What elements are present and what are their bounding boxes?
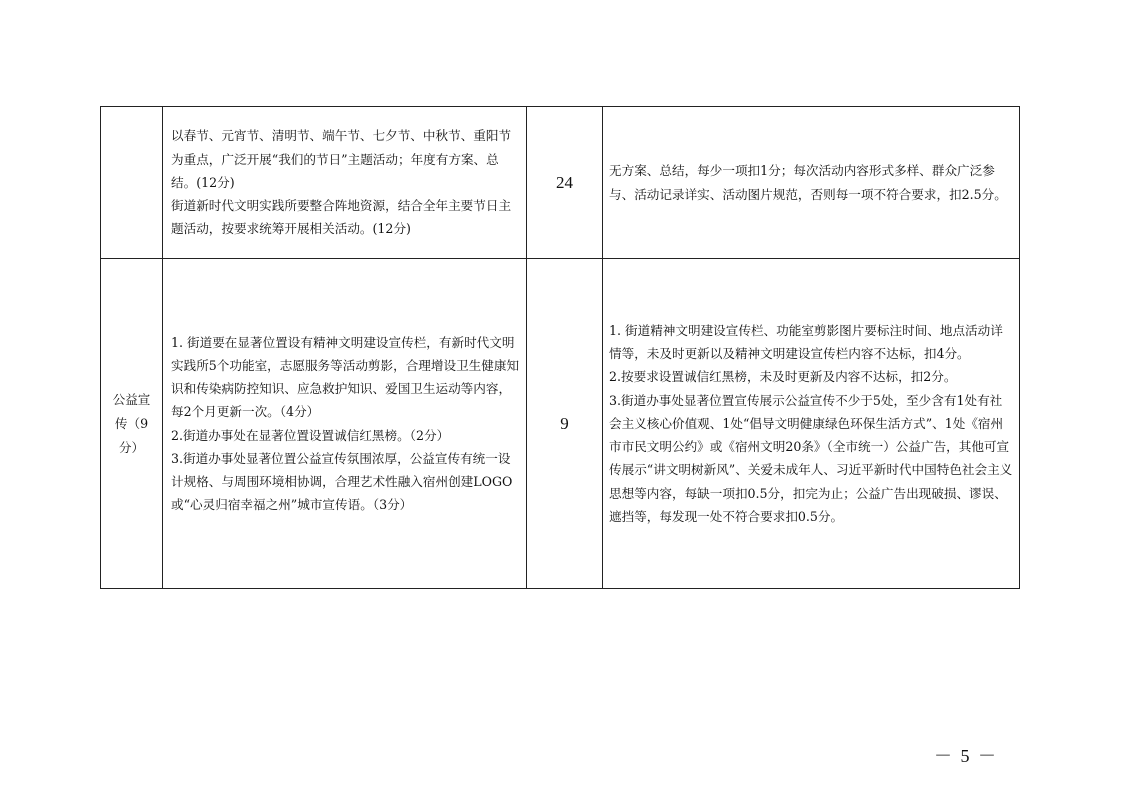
- requirement-item: 以春节、元宵节、清明节、端午节、七夕节、中秋节、重阳节为重点，广泛开展“我们的节日”主题活动；年度有方案、总结。(12分): [171, 128, 512, 190]
- requirement-item: 2.街道办事处在显著位置设置诚信红黑榜。（2分）: [171, 427, 450, 443]
- page-number: － 5 －: [934, 746, 998, 766]
- criteria-cell: [603, 107, 1020, 259]
- category-label: 公益宣传（9分）: [112, 391, 151, 455]
- score-value: 9: [560, 413, 569, 433]
- scoring-table: [100, 106, 1020, 589]
- category-cell: [101, 259, 163, 589]
- score-cell: [527, 107, 603, 259]
- category-cell: [101, 107, 163, 259]
- criteria-item: 1. 街道精神文明建设宣传栏、功能室剪影图片要标注时间、地点活动详情等，未及时更新以及精神文明建设宣传栏内容不达标，扣4分。: [609, 323, 1003, 362]
- requirements-cell: [163, 107, 527, 259]
- criteria-item: 3.街道办事处显著位置宣传展示公益宣传不少于5处，至少含有1处有社会主义核心价值观、1处“倡导文明健康绿色环保生活方式”、1处《宿州市市民文明公约》或《宿州文明20条》（全市统一）公益广告，其他可宣传展示“讲文明树新风”、关爱未成年人、习近平新时代中国特色社会主义思想等内容，每缺一项扣0.5分，扣完为止；公益广告出现破损、谬误、遮挡等，每发现一处不符合要求扣0.5分。: [609, 392, 1013, 524]
- score-cell: [527, 259, 603, 589]
- requirement-item: 1. 街道要在显著位置设有精神文明建设宣传栏，有新时代文明实践所5个功能室，志愿服务等活动剪影，合理增设卫生健康知识和传染病防控知识、应急救护知识、爱国卫生运动等内容，每2个月更新一次。（4分）: [171, 334, 520, 420]
- table-row: [101, 259, 1020, 589]
- criteria-cell: [603, 259, 1020, 589]
- requirement-item: 3.街道办事处显著位置公益宣传氛围浓厚，公益宣传有统一设计规格、与周围环境相协调，合理艺术性融入宿州创建LOGO或“心灵归宿幸福之州”城市宣传语。（3分）: [171, 450, 513, 513]
- requirements-cell: [163, 259, 527, 589]
- criteria-item: 无方案、总结，每少一项扣1分；每次活动内容形式多样、群众广泛参与、活动记录详实、活动图片规范，否则每一项不符合要求，扣2.5分。: [609, 163, 1007, 202]
- table-row: [101, 107, 1020, 259]
- score-value: 24: [556, 172, 573, 192]
- requirement-item: 街道新时代文明实践所要整合阵地资源，结合全年主要节日主题活动，按要求统筹开展相关活动。(12分): [171, 198, 512, 237]
- criteria-item: 2.按要求设置诚信红黑榜，未及时更新及内容不达标，扣2分。: [609, 369, 957, 385]
